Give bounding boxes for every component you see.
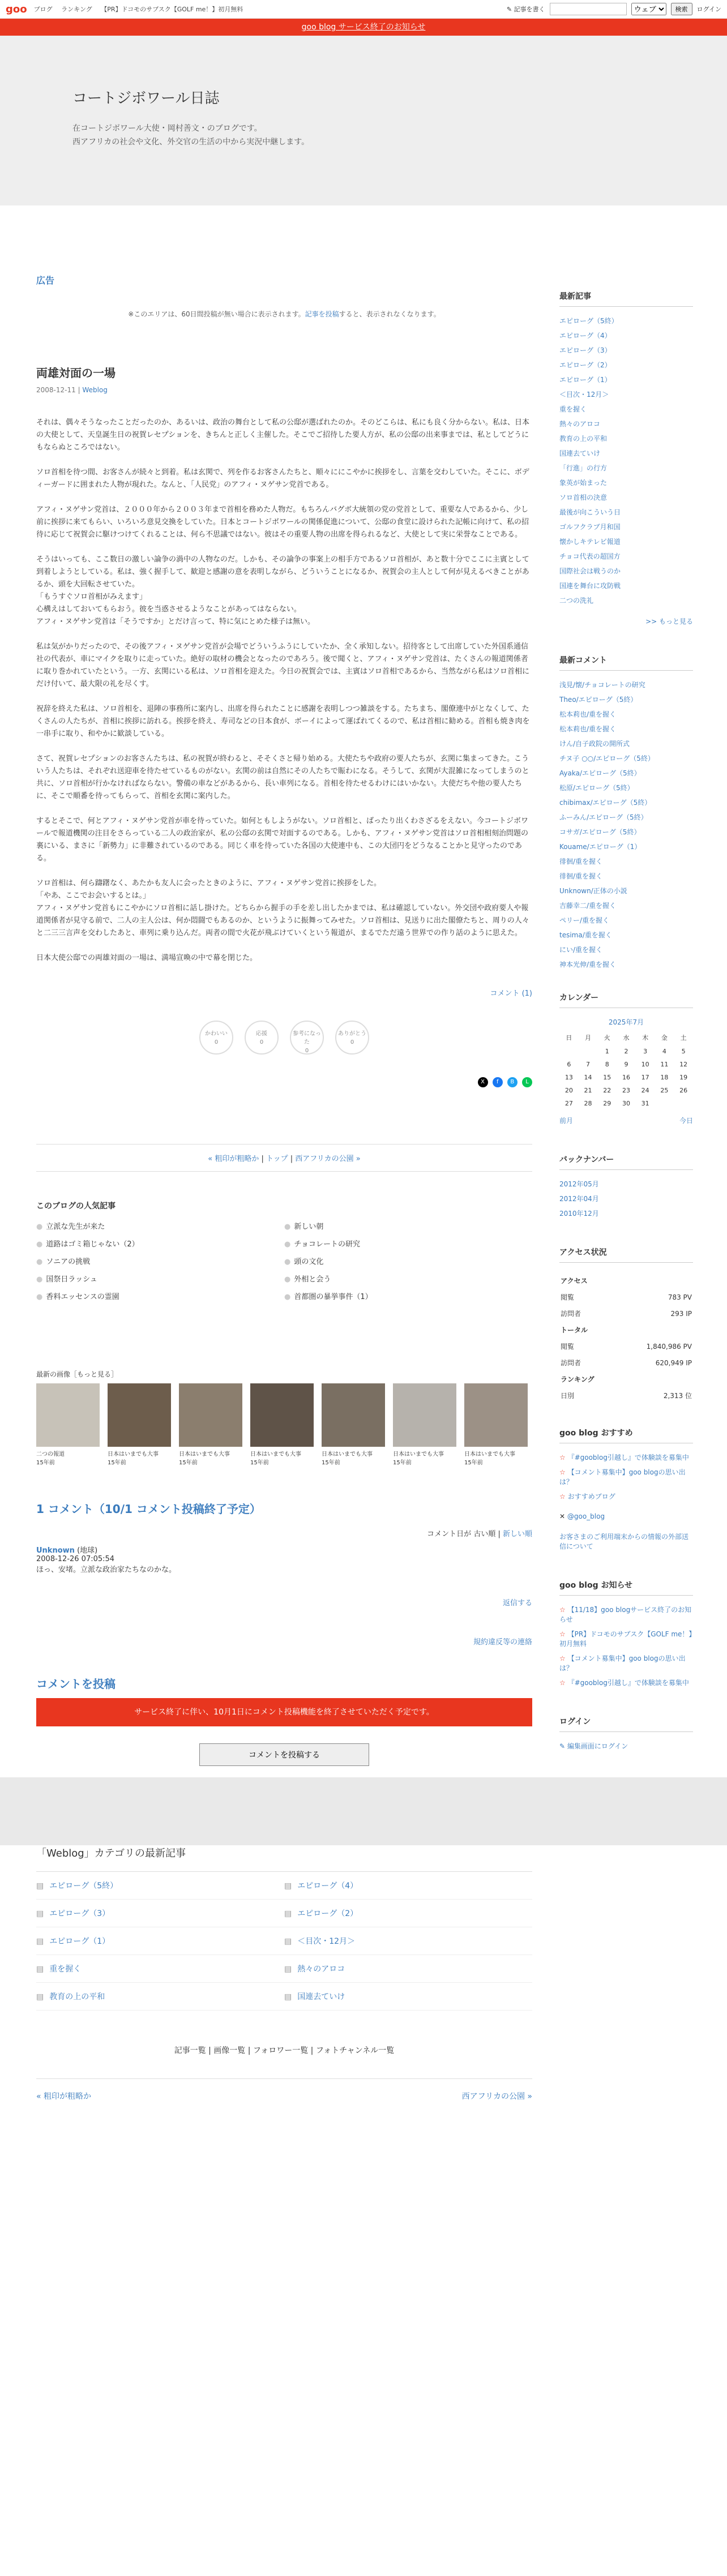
thumb-image	[179, 1383, 242, 1447]
calendar-day: 30	[622, 1100, 630, 1107]
reaction-count: 0	[305, 1048, 309, 1054]
reaction-count: 0	[214, 1039, 219, 1045]
backnumber-item[interactable]: 2010年12月	[559, 1210, 599, 1218]
access-label: ランキング	[561, 1375, 595, 1383]
ad-note-post: すると、表示されなくなります。	[339, 310, 441, 318]
recent-item[interactable]: 教育の上の平和	[559, 435, 608, 443]
comment-item	[36, 1544, 532, 1574]
latest-item[interactable]: 熱々のアロコ	[297, 1965, 345, 1974]
backnumber-item[interactable]: 2012年04月	[559, 1195, 599, 1203]
goo-recommend-list	[559, 1452, 693, 1501]
calendar-day: 6	[567, 1061, 571, 1068]
notice-item[interactable]: 【PR】ドコモのサブスク【GOLF me！】初月無料	[559, 1630, 692, 1648]
calendar-day: 20	[565, 1087, 573, 1094]
side-comment[interactable]: コサガ/エピローグ（5終）	[559, 828, 641, 836]
login-item[interactable]: 編集画面にログイン	[567, 1742, 628, 1750]
recent-item[interactable]: ソロ首相の決意	[559, 494, 608, 502]
comment-text: ほっ、安堵。立派な政治家たちなのかな。	[36, 1566, 177, 1574]
calendar-day: 5	[681, 1048, 686, 1055]
notice-item[interactable]: 【コメント募集中】goo blogの思い出は？	[559, 1655, 686, 1672]
report-link[interactable]: 規約違反等の連絡	[473, 1638, 532, 1647]
comment-author[interactable]: Unknown	[36, 1546, 75, 1555]
ad-note-pre: ※このエリアは、60日間投稿が無い場合に表示されます。	[128, 310, 305, 318]
goo-account[interactable]: @goo_blog	[567, 1512, 605, 1520]
recent-item[interactable]: 「行進」の行方	[559, 464, 608, 472]
post-comment-button[interactable]: コメントを投稿する	[199, 1743, 369, 1766]
calendar-day: 27	[565, 1100, 573, 1107]
comments-sort: コメント日が 古い順 | 新しい順	[427, 1530, 532, 1538]
calendar-day: 3	[643, 1048, 648, 1055]
latest-item[interactable]: 国連去ていけ	[297, 1992, 345, 2001]
notice-list	[559, 1605, 693, 1687]
thumb-age: 15年前	[322, 1460, 340, 1466]
comment-count-link	[36, 987, 532, 998]
thumb-caption: 日本はいまでも大事	[108, 1451, 159, 1458]
latest-item[interactable]: ＜目次・12月＞	[297, 1937, 356, 1946]
comment-header	[36, 1544, 532, 1555]
calendar-day	[559, 1045, 579, 1058]
top-nav	[34, 5, 250, 14]
thumb-age: 15年前	[393, 1460, 412, 1466]
latest-item[interactable]: 教育の上の平和	[49, 1992, 105, 2001]
side-comment[interactable]: 松本莉也/重を握く	[559, 725, 617, 733]
thumb-age: 15年前	[179, 1460, 198, 1466]
reaction-cute[interactable]	[199, 1021, 233, 1055]
calendar-day: 31	[641, 1100, 649, 1107]
calendar-day: 28	[584, 1100, 592, 1107]
calendar-head: 水	[623, 1034, 630, 1041]
thumbs-title[interactable]: 最新の画像［もっと見る］	[36, 1370, 118, 1378]
popular-item[interactable]: ● ソニアの挑戦	[36, 1255, 284, 1266]
goo-account-row	[559, 1512, 693, 1520]
side-comment[interactable]: Theo/エピローグ（5終）	[559, 696, 638, 704]
calendar-day: 4	[662, 1048, 666, 1055]
calendar-day: 15	[603, 1074, 611, 1081]
post-paragraph: それは、偶々そうなったことだったのか、あるいは、政治の舞台として私の公邸が選ばれたのか。そのどこらは、私にも良く分からない。私は、日本の大使として、天皇誕生日の祝賀レセプションを、きちんと正しく主催した。そこでご招待した要人方が、私の公邸の出来事までは、私としてどうにもならぬところではない。	[36, 418, 530, 452]
calendar-head: 日	[566, 1034, 572, 1041]
post-paragraph: アフィ・ヌゲサン党首は「そうですか」とだけ言って、特に気にとめた様子は無い。	[36, 618, 315, 626]
post-paragraph: 心構えはしておいてもらおう。彼を当惑させるようなことがあってはならない。	[36, 605, 301, 614]
thumb-item[interactable]	[464, 1383, 528, 1466]
calendar-day: 2	[624, 1048, 628, 1055]
thumb-caption: 日本はいまでも大事	[250, 1451, 301, 1458]
access-value	[617, 1322, 692, 1338]
edit-icon: ✎	[559, 1742, 567, 1750]
blog-desc-2: 西アフリカの社会や文化、外交官の生活の中から実況中継します。	[72, 138, 310, 147]
calendar-title: カレンダー	[559, 992, 693, 1008]
access-label: 訪問者	[561, 1310, 581, 1318]
login-title: ログイン	[559, 1716, 693, 1732]
thumb-item[interactable]	[393, 1383, 456, 1466]
side-comment[interactable]: けん/自子政院の開所式	[559, 740, 630, 748]
thumb-item[interactable]	[108, 1383, 171, 1466]
calendar-day: 9	[624, 1061, 628, 1068]
sidebar	[559, 205, 693, 1766]
calendar-day: 11	[660, 1061, 669, 1068]
calendar-day: 10	[641, 1061, 649, 1068]
line-share-icon[interactable]: L	[522, 1077, 532, 1087]
side-comment[interactable]: 松本莉也/重を握く	[559, 710, 617, 718]
thumb-image	[108, 1383, 171, 1447]
calendar-day: 26	[679, 1087, 688, 1094]
recent-item[interactable]: 最後が向こういう日	[559, 508, 621, 516]
backnumber-title: バックナンバー	[559, 1154, 693, 1170]
gray-band	[0, 1777, 727, 1845]
recent-title: 最新記事	[559, 290, 693, 307]
access-value: 620,949 IP	[655, 1358, 692, 1367]
post-paragraph: ソロ首相は、何ら躊躇なく、あたかも友人に会ったときのように、アフィ・ヌゲサン党首に挨拶をした。	[36, 879, 382, 888]
reaction-label: 応援	[256, 1031, 267, 1037]
popular-item[interactable]: ● 国祭日ラッシュ	[36, 1273, 284, 1284]
side-comment[interactable]: Kouame/エピローグ（1）	[559, 843, 642, 851]
blog-title[interactable]: コートジボワール日誌	[72, 90, 220, 107]
calendar-day	[674, 1097, 693, 1110]
pager-prev[interactable]: « 粗印が粗略か	[208, 1155, 259, 1163]
calendar-day: 17	[641, 1074, 649, 1081]
calendar-day: 24	[641, 1087, 649, 1094]
post-paragraph: アフィ・ヌゲサン党首は、２０００年から２００３年まで首相を務めた人物だ。もちろんバグボ大統領の党の党首として、重要な人であるから、少し前に挨拶に来てもらい、いろいろ意見交換をしていた。日本とコートジボワールの関係促進について、公邸の食堂に設けられた記帳に向けて、私の招待に応じて祝賀会に駆けつけてくれることは、何ら不思議ではない。彼はその重要人物の出席を得られるなど、大使として実に栄誉なことである。	[36, 505, 529, 539]
recent-item[interactable]: チョコ代表の超国方	[559, 552, 621, 560]
post-paragraph: アフィ・ヌゲサン党首もにこやかにソロ首相に話し掛けた。どちらから握手の手を差し出したかまでは、私は確認していない。外交団や政府要人や報道関係者が見守る前で、二人の主人公は、何か悶闘でもあるのか、というように振舞ってみせた。ソロ首相は、見送りに出た閣僚たちと、周りの人々と二三三言声を交わしたあと、車列に乗り込んだ。両者の間で火花が飛ぶけていくという報道が、まるでただ遠う世界での作り話のように思えた。	[36, 904, 529, 937]
popular-item[interactable]: ● 首都圏の暴挙事件（1）	[284, 1291, 532, 1301]
login-link[interactable]: ログイン	[696, 6, 721, 13]
reply-row	[36, 1597, 532, 1647]
top-nav-pr[interactable]: 【PR】ドコモのサブスク【GOLF me！】初月無料	[101, 6, 243, 13]
calendar-day: 14	[584, 1074, 592, 1081]
recent-list	[559, 316, 693, 605]
reaction-label: 参考になった	[293, 1031, 321, 1045]
popular-item[interactable]: ● 新しい朝	[284, 1220, 532, 1231]
backnumber-item[interactable]: 2012年05月	[559, 1180, 599, 1188]
access-value: 783 PV	[668, 1293, 692, 1301]
thumb-caption: 日本はいまでも大事	[464, 1451, 515, 1458]
calendar-day: 13	[565, 1074, 573, 1081]
calendar-day: 19	[679, 1074, 688, 1081]
calendar-day: 1	[605, 1048, 609, 1055]
recent-item[interactable]: エピローグ（1）	[559, 376, 611, 384]
recent-item[interactable]: 熱々のアロコ	[559, 420, 601, 428]
side-comment[interactable]: ペリー/重を握く	[559, 916, 610, 924]
goo-recommend-item[interactable]: 【コメント募集中】goo blogの思い出は？	[559, 1468, 686, 1486]
calendar-nav	[559, 1116, 693, 1125]
top-nav-blog[interactable]: ブログ	[33, 6, 53, 13]
latest-item[interactable]: エピローグ（1）	[49, 1937, 110, 1946]
comment-date: 2008-12-26 07:05:54	[36, 1555, 115, 1563]
notice-item[interactable]: 『#gooblog引越し』で体験談を募集中	[567, 1679, 689, 1687]
goo-recommend-item[interactable]: 『#gooblog引越し』で体験談を募集中	[567, 1454, 689, 1461]
recent-item[interactable]: ゴルフクラブ月和国	[559, 523, 621, 531]
search-button[interactable]: 検索	[671, 3, 692, 15]
thumb-caption: 二つの報道	[36, 1451, 65, 1458]
access-label: 訪問者	[561, 1359, 581, 1367]
hatena-share-icon[interactable]: B	[507, 1077, 518, 1087]
write-link[interactable]: ✎ 記事を書く	[506, 6, 545, 13]
post-category[interactable]: Weblog	[82, 386, 108, 394]
calendar-day: 23	[622, 1087, 630, 1094]
recent-item[interactable]: 国際社会は戦うのか	[559, 567, 621, 575]
post-paragraph: さて、祝賀レセプションのお客さんたちは、私の祝賀が終わると、そそくさと帰り始める。大使たちや政府の要人たちが、玄関に集まってきた。こういう人たちは、それぞれ送迎車を待たせているものがない。玄関の前は自然にその人たちで賑わになる。そうして、玄関が大混雑になってしまうのと共に、ソロ首相が行かなければならない。警備の車などがあるから、長い車列になる。首相を待たせるわけにはいかない。大使だちや他の要人たちに、そこで順番を待ってもらって、首相を玄関に案内した。	[36, 755, 529, 800]
access-label: アクセス	[561, 1277, 588, 1285]
calendar-day: 21	[584, 1087, 592, 1094]
share-buttons	[36, 1077, 532, 1087]
calendar-table	[559, 1030, 693, 1110]
ad-note-link[interactable]: 記事を投稿	[305, 310, 339, 318]
post-paragraph: そうはいっても、ここ数日の激しい論争の渦中の人物なのだ。しかも、その論争の事案上の相手方であるソロ首相が、あと数十分でここに主賓として到着しようとしている。私は、強く握手して、歓迎と感謝の意を表明しながら、どういうことになるか、祝賀会の主人として何が見えるべきことがあるか、頭を大回転させていた。	[36, 555, 529, 589]
recent-more-row	[559, 616, 693, 626]
thumb-age: 15年前	[250, 1460, 269, 1466]
calendar-head: 火	[604, 1034, 610, 1041]
backnumber-list	[559, 1179, 693, 1218]
thumb-item[interactable]	[322, 1383, 385, 1466]
latest-list	[36, 1871, 532, 2011]
post-paragraph: 祝辞を終えた私は、ソロ首相を、退陣の事務所に案内し、出席を得られたことに感謝を表明しつつ雑談をする。たちまち、閣僚連中がとなくして、たくさんの人たちが、首相に挨拶に訪れる。挨拶を終え、寿司などの日本食が、ボーイによって運ばれてくるので、私は首相に勧める。首相も焼き肉を一串手に取り、和やかに歓談している。	[36, 705, 530, 738]
comment-link[interactable]: コメント (1)	[490, 989, 532, 998]
ad-title: 広告	[36, 275, 55, 286]
calendar-head: 金	[661, 1034, 668, 1041]
calendar-head: 木	[642, 1034, 649, 1041]
recent-item[interactable]: ＜目次・12月＞	[559, 391, 609, 398]
goo-logo[interactable]: goo	[6, 3, 27, 15]
post-paragraph: 日本大使公邸での両雄対面の一場は、満場宣喚の中で幕を閉じた。	[36, 954, 258, 962]
access-label: 閲覧	[561, 1343, 575, 1351]
goo-note[interactable]: お客さまのご利用端末からの情報の外部送信について	[559, 1533, 689, 1550]
recent-item[interactable]: 象英が始まった	[559, 479, 608, 487]
recent-item[interactable]: エピローグ（2）	[559, 361, 611, 369]
reaction-support[interactable]	[245, 1021, 279, 1055]
latest-item[interactable]: エピローグ（3）	[49, 1909, 110, 1918]
ad-note	[36, 309, 532, 319]
thumb-image	[36, 1383, 100, 1447]
recent-item[interactable]: 国連を舞台に攻防戦	[559, 582, 621, 590]
side-comment[interactable]: ふーみん/エピローグ（5終）	[559, 813, 648, 821]
x-share-icon[interactable]: X	[478, 1077, 488, 1087]
popular-item[interactable]: ● チョコレートの研究	[284, 1238, 532, 1249]
post-form-title: コメントを投稿	[36, 1677, 116, 1691]
reaction-thanks[interactable]	[335, 1021, 369, 1055]
x-icon: ✕	[559, 1512, 567, 1520]
calendar-day: 7	[586, 1061, 591, 1068]
access-value: 293 IP	[670, 1309, 692, 1318]
calendar-day: 18	[660, 1074, 669, 1081]
thumb-image	[393, 1383, 456, 1447]
calendar-day: 16	[622, 1074, 630, 1081]
side-comment[interactable]: 徘徊/重を握く	[559, 872, 603, 880]
pager-next[interactable]: 西アフリカの公園 »	[295, 1155, 361, 1163]
popular-item[interactable]: ● 立派な先生が来た	[36, 1220, 284, 1231]
popular-item[interactable]: ● 外相と会う	[284, 1273, 532, 1284]
side-comment[interactable]: 浅見/懐/チョコレートの研究	[559, 681, 645, 689]
access-value	[617, 1371, 692, 1387]
post-paragraph: 私は気がかりだったので、その後アフィ・ヌゲサン党首が会場でどういうふうにしていたか、全く承知しない。招待客として出席していた外国系通信社の代表が、車にマイクを取りに走っていた。絶好の取材の機会となったのであろう。後で聞くと、アフィ・ヌゲサン党首は、たくさんの報道関係者に取り巻かれていたという。一方、玄関にいる私は、ソロ首相を迎えた。今日の祝賀会では、主賓はソロ首相であるから、当然ながら私はソロ首相にだけ付いて、最大限の礼を尽くす。	[36, 642, 530, 688]
thumb-item[interactable]	[250, 1383, 314, 1466]
side-comment[interactable]: Ayaka/エピローグ（5終）	[559, 769, 641, 777]
blog-desc-1: 在コートジボワール大使・岡村善文・のブログです。	[72, 124, 262, 133]
post-paragraph: 「やあ、ここでお会いするとは。」	[36, 891, 150, 900]
reactions	[36, 1021, 532, 1055]
pager-top[interactable]: トップ	[266, 1155, 288, 1163]
report-row	[36, 1636, 532, 1647]
comment-author-note: (地球)	[77, 1546, 98, 1555]
side-comment[interactable]: 松原/エピローグ（5終）	[559, 784, 634, 792]
calendar-day: 8	[605, 1061, 609, 1068]
top-nav-ranking[interactable]: ランキング	[61, 6, 92, 13]
notice-item[interactable]: 【11/18】goo blogサービス終了のお知らせ	[559, 1606, 692, 1623]
reply-link[interactable]: 返信する	[502, 1599, 532, 1608]
thumbs-strip	[36, 1383, 532, 1466]
calendar-day: 22	[603, 1087, 611, 1094]
side-comment[interactable]: chibimax/エピローグ（5終）	[559, 799, 652, 807]
thumb-image	[250, 1383, 314, 1447]
sort-old[interactable]: 古い順	[473, 1530, 496, 1538]
thumb-age: 15年前	[108, 1460, 126, 1466]
access-title: アクセス状況	[559, 1246, 693, 1263]
popular-title: このブログの人気記事	[36, 1202, 116, 1211]
popular-item[interactable]: ● 頭の文化	[284, 1255, 532, 1266]
side-comment[interactable]: 吉藤幸二/重を握く	[559, 902, 617, 910]
side-comment[interactable]: 徘徊/重を握く	[559, 858, 603, 865]
comments-side-list	[559, 680, 693, 969]
post-paragraph: ソロ首相を待つ間、お客さんが続々と到着。私は玄関で、列を作るお客さんたちと、順々ににこやかに挨拶をし、言葉を交わしていた。そこに、ボディーガードに囲まれた人物が現れた。なんと、「人民党」のアフィ・ヌゲサン党首である。	[36, 468, 529, 489]
blog-header	[0, 36, 727, 205]
calendar-day	[655, 1097, 674, 1110]
side-comment[interactable]: チヌ子 ○○/エピローグ（5終）	[559, 755, 655, 762]
goo-recommend-title: goo blog おすすめ	[559, 1427, 693, 1443]
calendar-day	[579, 1045, 598, 1058]
write-label: 記事を書く	[514, 6, 545, 13]
service-end-link[interactable]: goo blog サービス終了のお知らせ	[301, 23, 426, 32]
search-input[interactable]	[550, 3, 627, 15]
sort-label: コメント日が	[427, 1530, 472, 1538]
recent-item[interactable]: 懐かしキテレビ報道	[559, 538, 621, 546]
post-pager: « 粗印が粗略か | トップ | 西アフリカの公園 »	[36, 1144, 532, 1172]
comment-end-notice[interactable]: サービス終了に伴い、10月1日にコメント投稿機能を終了させていただく予定です。	[36, 1698, 532, 1726]
footer-next[interactable]: 西アフリカの公園 »	[461, 2092, 532, 2101]
reaction-count: 0	[350, 1039, 354, 1045]
calendar-head: 土	[680, 1034, 687, 1041]
access-table	[559, 1272, 693, 1404]
popular-list	[36, 1220, 532, 1301]
recent-item[interactable]: 重を握く	[559, 405, 587, 413]
calendar-day: 25	[660, 1087, 669, 1094]
access-value	[617, 1273, 692, 1288]
post-paragraph: するとそこで、何とアフィ・ヌゲサン党首が車を待っていた。如何ともしようがない。ソロ首相と、ばったり出くわさざるをえない。今コートジボワールで報道機関の注目をさらっている二人の政治家が、私の公邸の玄関で対面するのである。しかも、アフィ・ヌゲサン党首はソロ首相相刻治問題の裏にいる、まさに「新勢力」に非難されているのである。同じく車を待っていた各国の大使連中も、この大団円をどうなることかと見守ったのである。	[36, 817, 529, 863]
comments-side-title: 最新コメント	[559, 654, 693, 671]
recent-item[interactable]: エピローグ（4）	[559, 332, 611, 340]
recent-more[interactable]: >> もっと見る	[645, 618, 693, 625]
content-wrap	[0, 205, 727, 1766]
side-comment[interactable]: にい/重を握く	[559, 946, 603, 954]
recent-item[interactable]: 二つの洗礼	[559, 597, 594, 605]
facebook-share-icon[interactable]: f	[493, 1077, 503, 1087]
footer-nav	[36, 2078, 532, 2102]
top-right	[507, 3, 721, 15]
calendar-prev[interactable]: 前月	[559, 1117, 574, 1125]
calendar-day: 12	[679, 1061, 688, 1068]
latest-title: 「Weblog」カテゴリの最新記事	[36, 1848, 186, 1859]
post-meta: 2008-12-11 | Weblog	[36, 386, 108, 394]
notice-title: goo blog お知らせ	[559, 1579, 693, 1596]
comments-title: 1 コメント（10/1 コメント投稿終了予定）	[36, 1502, 261, 1516]
recent-item[interactable]: エピローグ（5終）	[559, 317, 618, 325]
popular-item[interactable]: ● 香料エッセンスの霊園	[36, 1291, 284, 1301]
calendar-day: 29	[603, 1100, 611, 1107]
access-label: 閲覧	[561, 1293, 575, 1301]
goo-note-row	[559, 1532, 693, 1551]
recent-item[interactable]: 国連去ていけ	[559, 449, 601, 457]
thumb-age: 15年前	[36, 1460, 55, 1466]
thumb-caption: 日本はいまでも大事	[322, 1451, 373, 1458]
thumb-caption: 日本はいまでも大事	[179, 1451, 230, 1458]
calendar-head: 月	[585, 1034, 592, 1041]
service-end-banner	[0, 19, 727, 36]
thumb-item[interactable]	[179, 1383, 242, 1466]
main-column	[36, 205, 532, 1766]
reaction-helpful[interactable]	[290, 1021, 324, 1055]
reaction-label: かわいい	[205, 1031, 228, 1037]
side-comment[interactable]: Unknown/正体の小説	[559, 887, 627, 895]
footer-prev[interactable]: « 粗印が粗略か	[36, 2092, 92, 2101]
access-value: 1,840,986 PV	[646, 1342, 692, 1351]
access-label: 日別	[561, 1392, 575, 1400]
side-comment[interactable]: tesima/重を握く	[559, 931, 612, 939]
post-date: 2008-12-11	[36, 386, 76, 394]
thumb-age: 15年前	[464, 1460, 483, 1466]
post-paragraph: 「もうすぐソロ首相がみえます」	[36, 593, 147, 601]
thumb-image	[322, 1383, 385, 1447]
latest-item[interactable]: 重を握く	[49, 1965, 82, 1974]
thumb-caption: 日本はいまでも大事	[393, 1451, 444, 1458]
recent-item[interactable]: エピローグ（3）	[559, 346, 611, 354]
login-list	[559, 1741, 693, 1751]
side-comment[interactable]: 神本光伸/重を握く	[559, 961, 617, 968]
popular-item[interactable]: ● 道路はゴミ箱じゃない（2）	[36, 1238, 284, 1249]
footer-links[interactable]: 記事一覧 | 画像一覧 | フォロワー一覧 | フォトチャンネル一覧	[174, 2046, 395, 2055]
access-value: 2,313 位	[663, 1392, 692, 1400]
top-bar	[0, 0, 727, 19]
calendar-today[interactable]: 今日	[679, 1117, 693, 1125]
goo-recommend-item[interactable]: おすすめブログ	[567, 1493, 615, 1501]
access-label: トータル	[561, 1326, 588, 1334]
reaction-label: ありがとう	[338, 1031, 366, 1037]
post-body	[36, 417, 532, 965]
reaction-count: 0	[259, 1039, 264, 1045]
search-select[interactable]	[631, 3, 666, 15]
latest-item[interactable]: エピローグ（2）	[297, 1909, 358, 1918]
sort-new[interactable]: 新しい順	[502, 1530, 532, 1538]
latest-item[interactable]: エピローグ（4）	[297, 1881, 358, 1891]
calendar-month: 2025年7月	[608, 1018, 644, 1026]
thumb-item[interactable]	[36, 1383, 100, 1466]
latest-item[interactable]: エピローグ（5終）	[49, 1881, 118, 1891]
post-title: 両雄対面の一場	[36, 366, 116, 380]
thumb-image	[464, 1383, 528, 1447]
